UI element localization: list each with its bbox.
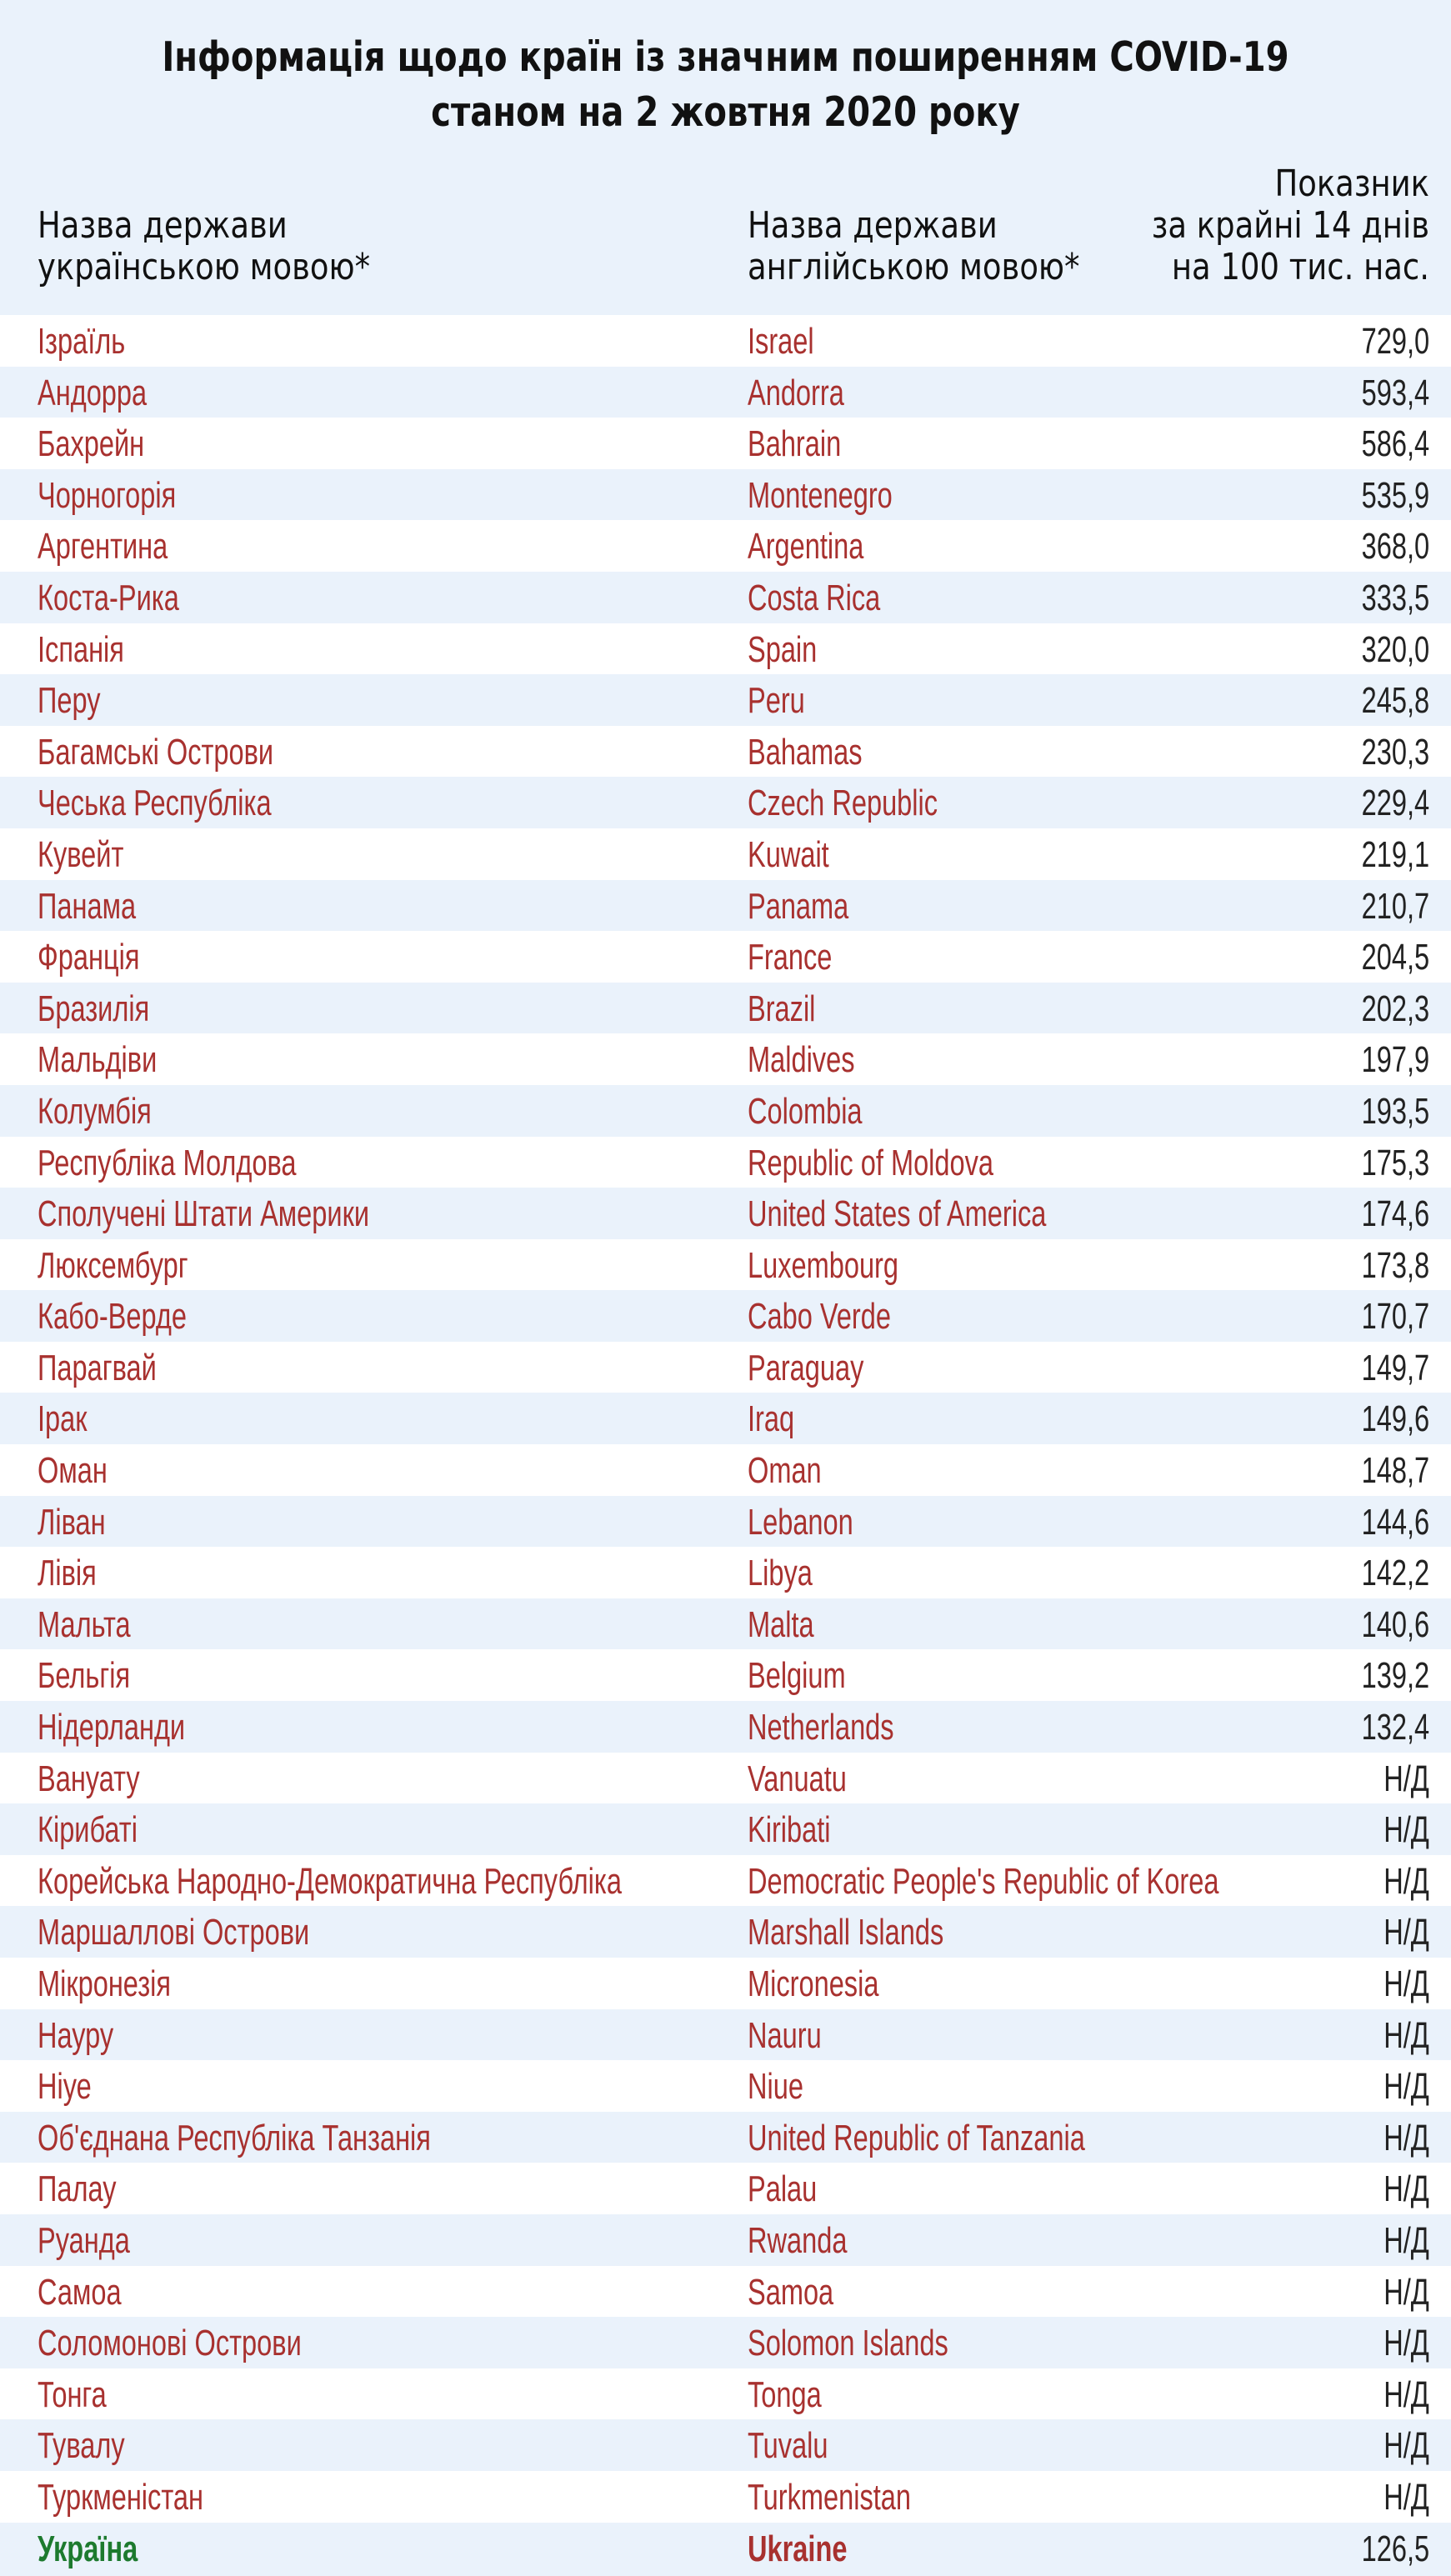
country-name-english: France bbox=[748, 937, 833, 978]
table-row bbox=[0, 1906, 1451, 1958]
table-row bbox=[0, 2368, 1451, 2420]
country-name-ukrainian: Мальдіви bbox=[38, 1039, 158, 1081]
table-row bbox=[0, 983, 1451, 1034]
table-row bbox=[0, 726, 1451, 778]
country-name-english: Ukraine bbox=[748, 2528, 848, 2569]
indicator-value: 193,5 bbox=[1361, 1090, 1429, 1132]
table-header bbox=[0, 0, 1451, 315]
indicator-value: 230,3 bbox=[1361, 731, 1429, 773]
indicator-value: Н/Д bbox=[1383, 2117, 1429, 2158]
indicator-value: 219,1 bbox=[1361, 833, 1429, 875]
country-name-english: Paraguay bbox=[748, 1347, 864, 1388]
country-name-ukrainian: Палау bbox=[38, 2168, 117, 2210]
country-name-ukrainian: Корейська Народно-Демократична Республіка bbox=[38, 1860, 622, 1902]
country-name-ukrainian: Парагвай bbox=[38, 1347, 157, 1388]
table-row bbox=[0, 572, 1451, 623]
indicator-value: 229,4 bbox=[1361, 783, 1429, 824]
indicator-value: 202,3 bbox=[1361, 988, 1429, 1029]
column-header-line: англійською мовою* bbox=[748, 246, 1080, 288]
table-row bbox=[0, 315, 1451, 367]
country-name-ukrainian: Вануату bbox=[38, 1758, 140, 1799]
indicator-value: Н/Д bbox=[1383, 1963, 1429, 2004]
column-header-line: українською мовою* bbox=[38, 246, 371, 288]
country-name-english: Israel bbox=[748, 321, 814, 362]
country-name-english: United States of America bbox=[748, 1193, 1047, 1235]
indicator-value: 593,4 bbox=[1361, 372, 1429, 413]
indicator-value: 586,4 bbox=[1361, 423, 1429, 465]
table-row bbox=[0, 1239, 1451, 1291]
table-row bbox=[0, 520, 1451, 572]
country-name-english: Libya bbox=[748, 1553, 813, 1594]
country-name-ukrainian: Маршаллові Острови bbox=[38, 1912, 310, 1953]
indicator-value: Н/Д bbox=[1383, 2425, 1429, 2467]
country-name-ukrainian: Андорра bbox=[38, 372, 148, 413]
country-name-ukrainian: Туркменістан bbox=[38, 2476, 203, 2518]
country-name-english: Peru bbox=[748, 680, 805, 722]
table-row bbox=[0, 2214, 1451, 2266]
indicator-value: Н/Д bbox=[1383, 2476, 1429, 2518]
indicator-value: Н/Д bbox=[1383, 1809, 1429, 1851]
country-name-english: Solomon Islands bbox=[748, 2323, 948, 2364]
table-row bbox=[0, 1598, 1451, 1650]
indicator-value: 149,6 bbox=[1361, 1398, 1429, 1440]
table-row bbox=[0, 623, 1451, 675]
column-header-line: на 100 тис. нас. bbox=[1171, 246, 1429, 288]
indicator-value: Н/Д bbox=[1383, 2373, 1429, 2415]
country-name-ukrainian: Соломонові Острови bbox=[38, 2323, 302, 2364]
column-header-ukrainian-name bbox=[38, 205, 569, 288]
table-row bbox=[0, 2471, 1451, 2523]
indicator-value: Н/Д bbox=[1383, 2066, 1429, 2108]
indicator-value: Н/Д bbox=[1383, 2219, 1429, 2261]
indicator-value: 142,2 bbox=[1361, 1553, 1429, 1594]
country-name-english: Netherlands bbox=[748, 1707, 894, 1748]
indicator-value: 148,7 bbox=[1361, 1450, 1429, 1492]
country-name-ukrainian: Колумбія bbox=[38, 1090, 152, 1132]
country-name-english: United Republic of Tanzania bbox=[748, 2117, 1085, 2158]
country-name-ukrainian: Лівія bbox=[38, 1553, 97, 1594]
table-row bbox=[0, 1342, 1451, 1393]
indicator-value: 333,5 bbox=[1361, 577, 1429, 618]
indicator-value: 535,9 bbox=[1361, 474, 1429, 516]
indicator-value: 149,7 bbox=[1361, 1347, 1429, 1388]
indicator-value: Н/Д bbox=[1383, 1912, 1429, 1953]
table-row bbox=[0, 1496, 1451, 1548]
table-body bbox=[0, 315, 1451, 2573]
table-row bbox=[0, 828, 1451, 880]
table-row bbox=[0, 1188, 1451, 1239]
indicator-value: 210,7 bbox=[1361, 885, 1429, 927]
country-name-english: Samoa bbox=[748, 2271, 834, 2313]
table-row bbox=[0, 1958, 1451, 2009]
country-name-english: Marshall Islands bbox=[748, 1912, 944, 1953]
indicator-value: 170,7 bbox=[1361, 1296, 1429, 1338]
country-name-english: Micronesia bbox=[748, 1963, 879, 2004]
country-name-english: Nauru bbox=[748, 2014, 822, 2056]
country-name-ukrainian: Самоа bbox=[38, 2271, 122, 2313]
country-name-english: Tuvalu bbox=[748, 2425, 828, 2467]
country-name-ukrainian: Тувалу bbox=[38, 2425, 125, 2467]
table-row-ukraine bbox=[0, 2523, 1451, 2574]
country-name-english: Czech Republic bbox=[748, 783, 938, 824]
country-name-english: Niue bbox=[748, 2066, 803, 2108]
country-name-english: Palau bbox=[748, 2168, 818, 2210]
table-row bbox=[0, 1085, 1451, 1137]
indicator-value: 140,6 bbox=[1361, 1603, 1429, 1645]
table-row bbox=[0, 2060, 1451, 2112]
table-row bbox=[0, 1393, 1451, 1444]
table-row bbox=[0, 1290, 1451, 1342]
country-name-ukrainian: Тонга bbox=[38, 2373, 107, 2415]
country-name-english: Vanuatu bbox=[748, 1758, 847, 1799]
country-name-ukrainian: Бельгія bbox=[38, 1655, 131, 1697]
country-name-english: Bahrain bbox=[748, 423, 842, 465]
column-header-line: Назва держави bbox=[38, 204, 288, 247]
table-row bbox=[0, 2317, 1451, 2368]
indicator-value: Н/Д bbox=[1383, 2168, 1429, 2210]
country-name-ukrainian: Багамські Острови bbox=[38, 731, 274, 773]
country-name-english: Montenegro bbox=[748, 474, 893, 516]
column-header-line: за крайні 14 днів bbox=[1151, 204, 1429, 247]
country-name-ukrainian: Чеська Республіка bbox=[38, 783, 272, 824]
table-row bbox=[0, 367, 1451, 418]
indicator-value: Н/Д bbox=[1383, 1758, 1429, 1799]
indicator-value: 139,2 bbox=[1361, 1655, 1429, 1697]
country-name-ukrainian: Науру bbox=[38, 2014, 114, 2056]
country-name-english: Tonga bbox=[748, 2373, 822, 2415]
country-name-english: Bahamas bbox=[748, 731, 863, 773]
country-name-english: Kiribati bbox=[748, 1809, 831, 1851]
country-name-english: Republic of Moldova bbox=[748, 1142, 994, 1183]
country-name-english: Cabo Verde bbox=[748, 1296, 891, 1338]
country-name-english: Costa Rica bbox=[748, 577, 881, 618]
country-name-ukrainian: Ліван bbox=[38, 1501, 106, 1543]
country-name-ukrainian: Коста-Рика bbox=[38, 577, 179, 618]
country-name-ukrainian: Франція bbox=[38, 937, 140, 978]
table-row bbox=[0, 2163, 1451, 2214]
country-name-ukrainian: Аргентина bbox=[38, 526, 168, 568]
column-header-indicator bbox=[1065, 163, 1429, 288]
table-row bbox=[0, 1701, 1451, 1753]
country-name-ukrainian: Ізраїль bbox=[38, 321, 126, 362]
indicator-value: 175,3 bbox=[1361, 1142, 1429, 1183]
country-name-english: Luxembourg bbox=[748, 1244, 899, 1286]
country-name-english: Belgium bbox=[748, 1655, 846, 1697]
indicator-value: 173,8 bbox=[1361, 1244, 1429, 1286]
country-name-ukrainian: Сполучені Штати Америки bbox=[38, 1193, 370, 1235]
table-row bbox=[0, 1855, 1451, 1907]
table-row bbox=[0, 931, 1451, 983]
country-name-english: Andorra bbox=[748, 372, 844, 413]
title-line-2: станом на 2 жовтня 2020 року bbox=[431, 88, 1020, 136]
country-name-ukrainian: Люксембург bbox=[38, 1244, 188, 1286]
country-name-ukrainian: Республіка Молдова bbox=[38, 1142, 297, 1183]
indicator-value: Н/Д bbox=[1383, 1860, 1429, 1902]
table-row bbox=[0, 469, 1451, 521]
country-name-english: Iraq bbox=[748, 1398, 795, 1440]
country-name-ukrainian: Кірибаті bbox=[38, 1809, 138, 1851]
country-name-ukrainian: Нідерланди bbox=[38, 1707, 186, 1748]
country-name-ukrainian: Іспанія bbox=[38, 628, 124, 670]
country-name-english: Argentina bbox=[748, 526, 864, 568]
table-row bbox=[0, 1803, 1451, 1855]
indicator-value: Н/Д bbox=[1383, 2014, 1429, 2056]
country-name-ukrainian: Бахрейн bbox=[38, 423, 145, 465]
indicator-value: 245,8 bbox=[1361, 680, 1429, 722]
country-name-english: Lebanon bbox=[748, 1501, 853, 1543]
table-row bbox=[0, 1033, 1451, 1085]
country-name-ukrainian: Перу bbox=[38, 680, 101, 722]
country-name-ukrainian: Мальта bbox=[38, 1603, 131, 1645]
column-header-line: Назва держави bbox=[748, 204, 998, 247]
table-row bbox=[0, 2009, 1451, 2061]
indicator-value: 197,9 bbox=[1361, 1039, 1429, 1081]
indicator-value: 320,0 bbox=[1361, 628, 1429, 670]
table-row bbox=[0, 1649, 1451, 1701]
page-title bbox=[131, 30, 1321, 140]
country-name-english: Panama bbox=[748, 885, 849, 927]
country-name-ukrainian: Оман bbox=[38, 1450, 108, 1492]
table-row bbox=[0, 1547, 1451, 1598]
indicator-value: 132,4 bbox=[1361, 1707, 1429, 1748]
country-name-ukrainian: Бразилія bbox=[38, 988, 150, 1029]
indicator-value: Н/Д bbox=[1383, 2323, 1429, 2364]
table-row bbox=[0, 2419, 1451, 2471]
country-name-ukrainian: Мікронезія bbox=[38, 1963, 171, 2004]
indicator-value: 126,5 bbox=[1361, 2528, 1429, 2569]
country-name-english: Brazil bbox=[748, 988, 816, 1029]
table-row bbox=[0, 777, 1451, 828]
table-row bbox=[0, 2112, 1451, 2163]
country-name-english: Colombia bbox=[748, 1090, 863, 1132]
country-name-english: Maldives bbox=[748, 1039, 855, 1081]
title-line-1: Інформація щодо країн із значним поширенням COVID-19 bbox=[162, 33, 1289, 81]
country-name-ukrainian: Ірак bbox=[38, 1398, 88, 1440]
country-name-english: Oman bbox=[748, 1450, 822, 1492]
country-name-english: Kuwait bbox=[748, 833, 829, 875]
table-row bbox=[0, 1753, 1451, 1804]
indicator-value: 729,0 bbox=[1361, 321, 1429, 362]
table-row bbox=[0, 880, 1451, 932]
indicator-value: 174,6 bbox=[1361, 1193, 1429, 1235]
country-name-english: Malta bbox=[748, 1603, 814, 1645]
country-name-ukrainian: Чорногорія bbox=[38, 474, 177, 516]
country-name-ukrainian: Панама bbox=[38, 885, 137, 927]
country-name-ukrainian: Ніуе bbox=[38, 2066, 92, 2108]
indicator-value: 204,5 bbox=[1361, 937, 1429, 978]
table-row bbox=[0, 674, 1451, 726]
country-name-ukrainian: Кувейт bbox=[38, 833, 124, 875]
table-row bbox=[0, 1444, 1451, 1496]
indicator-value: Н/Д bbox=[1383, 2271, 1429, 2313]
indicator-value: 368,0 bbox=[1361, 526, 1429, 568]
country-name-ukrainian: Об'єднана Республіка Танзанія bbox=[38, 2117, 431, 2158]
indicator-value: 144,6 bbox=[1361, 1501, 1429, 1543]
column-header-line: Показник bbox=[1274, 163, 1429, 205]
table-row bbox=[0, 2266, 1451, 2318]
country-name-ukrainian: Україна bbox=[38, 2528, 138, 2569]
country-name-english: Democratic People's Republic of Korea bbox=[748, 1860, 1219, 1902]
table-row bbox=[0, 1137, 1451, 1188]
country-name-english: Rwanda bbox=[748, 2219, 848, 2261]
country-name-ukrainian: Кабо-Верде bbox=[38, 1296, 187, 1338]
country-name-english: Spain bbox=[748, 628, 818, 670]
country-name-ukrainian: Руанда bbox=[38, 2219, 130, 2261]
country-name-english: Turkmenistan bbox=[748, 2476, 912, 2518]
table-row bbox=[0, 418, 1451, 469]
